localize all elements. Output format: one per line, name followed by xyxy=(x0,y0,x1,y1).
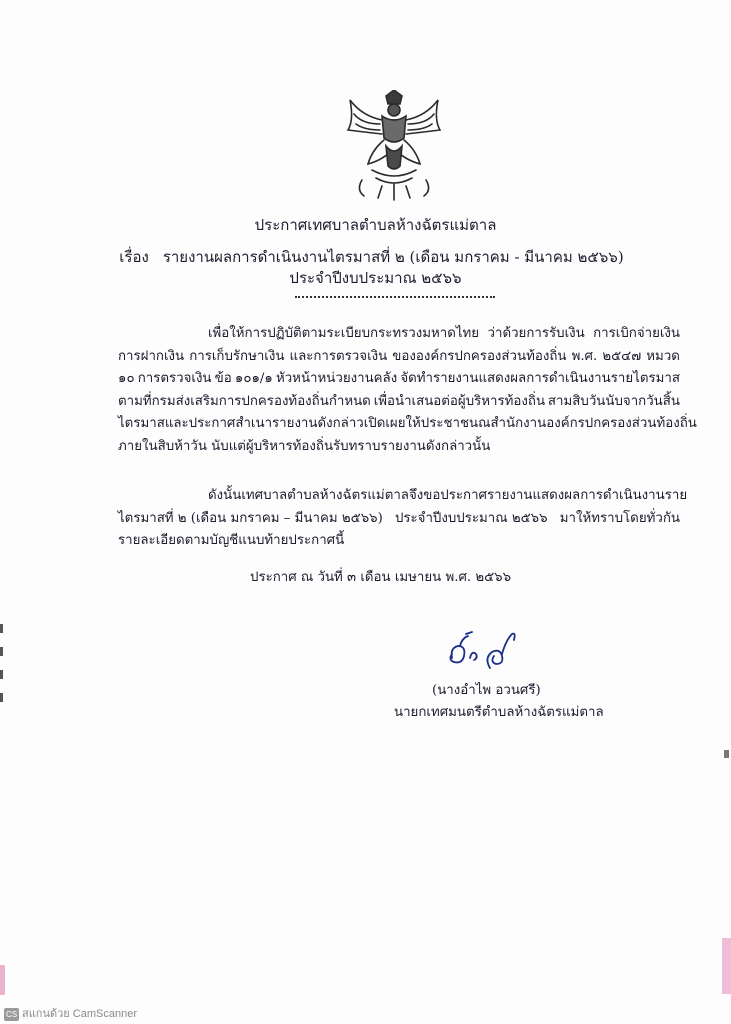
text-segment: ขององค์กรปกครองส่วนท้องถิ่น xyxy=(392,348,567,364)
text-segment: หมวด xyxy=(646,348,680,364)
text-segment: การฝากเงิน xyxy=(118,348,185,364)
paragraph-line xyxy=(118,323,680,346)
pink-scan-mark-right xyxy=(722,938,731,994)
text-segment: สามสิบวันนับจากวันสิ้น xyxy=(547,393,680,409)
pink-scan-mark-left xyxy=(0,965,5,995)
text-segment: จึงขอประกาศรายงานแสดงผลการดำเนินงานราย xyxy=(408,488,688,503)
edge-mark xyxy=(0,647,3,656)
scan-edge-mark-right xyxy=(724,750,729,758)
text-segment: การเก็บรักษาเงิน xyxy=(189,348,285,364)
text-segment: ว่าด้วยการรับเงิน xyxy=(487,326,585,341)
paragraph-line xyxy=(118,530,680,553)
dotted-separator xyxy=(295,296,495,298)
edge-mark xyxy=(0,624,3,633)
text-segment: ตามที่กรมส่งเสริมการปกครองท้องถิ่นกำหนด xyxy=(118,393,371,409)
watermark-text: สแกนด้วย CamScanner xyxy=(22,1008,138,1020)
text-segment: ๑๐๑/๑ xyxy=(234,371,273,386)
text-segment: ดังนั้น xyxy=(208,488,242,503)
paragraph-line xyxy=(118,346,680,369)
handwritten-signature xyxy=(446,628,526,672)
text-segment: เพื่อให้การปฏิบัติตามระเบียบกระทรวงมหาดไทย xyxy=(208,326,480,341)
text-segment: จัดทำรายงานแสดงผลการดำเนินงานรายไตรมาส xyxy=(400,371,680,386)
text-segment: ณ xyxy=(478,416,491,431)
text-segment: เพื่อนำเสนอต่อผู้บริหารท้องถิ่น xyxy=(373,393,546,409)
paragraph-line xyxy=(118,413,697,436)
text-segment: สำนักงานองค์กรปกครองส่วนท้องถิ่น xyxy=(490,416,697,431)
text-segment: พ.ศ. xyxy=(571,348,598,364)
garuda-emblem xyxy=(342,90,446,202)
text-segment: มาให้ทราบโดยทั่วกัน xyxy=(559,510,680,526)
subject-label: เรื่อง xyxy=(119,248,149,266)
camscanner-logo-icon: CS xyxy=(5,1009,18,1019)
camscanner-watermark xyxy=(4,1004,137,1022)
text-segment: ประจำปีงบประมาณ ๒๕๖๖ xyxy=(394,510,548,526)
edge-mark xyxy=(0,670,3,679)
text-segment: และการตรวจเงิน xyxy=(289,348,388,364)
text-segment: และประกาศสำเนารายงานดังกล่าวเปิดเผยให้ประชาชน xyxy=(164,416,479,431)
document-title: ประกาศเทศบาลตำบลห้างฉัตรแม่ตาล xyxy=(254,216,497,234)
document-subject xyxy=(6,246,731,268)
announcement-date: ประกาศ ณ วันที่ ๓ เดือน เมษายน พ.ศ. ๒๕๖๖ xyxy=(250,570,512,585)
fiscal-year-line: ประจำปีงบประมาณ ๒๕๖๖ xyxy=(289,269,462,287)
paragraph-line xyxy=(118,485,688,508)
paragraph-line xyxy=(118,508,680,531)
paragraph-line xyxy=(118,391,680,414)
text-segment: ข้อ xyxy=(214,371,232,386)
scan-edge-marks xyxy=(0,624,6,716)
text-segment: หัวหน้าหน่วยงานคลัง xyxy=(275,371,398,386)
signatory-position: นายกเทศมนตรีตำบลห้างฉัตรแม่ตาล xyxy=(394,705,604,720)
text-segment: ไตรมาสที่ ๒ (เดือน มกราคม – มีนาคม ๒๕๖๖) xyxy=(118,510,383,526)
text-segment: ๑๐ xyxy=(118,371,135,386)
text-segment: ไตรมาส xyxy=(118,416,165,431)
text-segment: การเบิกจ่ายเงิน xyxy=(593,326,680,341)
text-segment: รายละเอียดตามบัญชีแนบท้ายประกาศนี้ xyxy=(118,533,345,548)
paragraph-line xyxy=(118,368,680,391)
text-segment: การตรวจเงิน xyxy=(137,371,212,386)
text-segment: ๒๕๔๗ xyxy=(602,348,642,364)
text-segment: ภายในสิบห้าวัน นับแต่ผู้บริหารท้องถิ่นรับทราบรายงานดังกล่าวนั้น xyxy=(118,438,491,454)
paragraph-line xyxy=(118,436,680,459)
paragraph-regulation xyxy=(118,323,697,458)
paragraph-announcement xyxy=(118,485,688,553)
subject-text: รายงานผลการดำเนินงานไตรมาสที่ ๒ (เดือน มกราคม - มีนาคม ๒๕๖๖) xyxy=(162,248,624,266)
text-segment: เทศบาลตำบลห้างฉัตรแม่ตาล xyxy=(241,488,409,503)
signatory-name: (นางอำไพ อวนศรี) xyxy=(432,683,541,698)
edge-mark xyxy=(0,693,3,702)
